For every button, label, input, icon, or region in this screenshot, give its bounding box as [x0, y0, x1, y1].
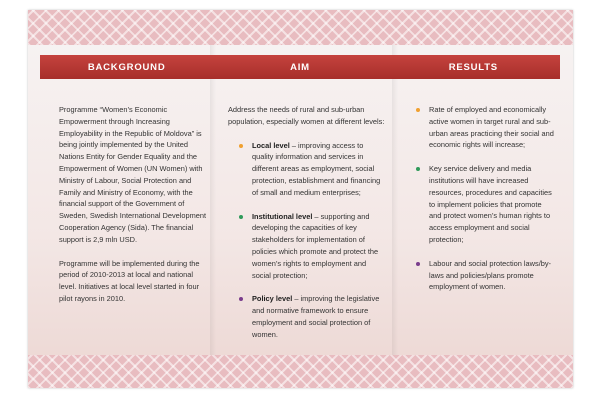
aim-item-lead: Local level [252, 140, 290, 150]
aim-column [228, 104, 386, 353]
result-item-text: Key service delivery and media institutions will have increased resources, procedures and capacities to implement policies that promote and protect women’s human rights to access employment and social protection; [429, 164, 552, 244]
panel-fold [392, 45, 398, 355]
result-item-text: Rate of employed and economically active women in target rural and sub-urban areas practicing their social and economic rights will increase; [429, 105, 554, 150]
background-paragraph: Programme “Women’s Economic Empowerment through Increasing Employability in the Republic of Moldova” is being jointly implemented by the United Nations Entity for Gender Equality and the Empowerment of Women (UN Women) with Ministry of Labour, Social Protection and Family and Ministry of Economy, with the financial support of the Government of Sweden, Swedish International Development Cooperation Agency (Sida). The financial support is 2,9 mln USD. [59, 105, 207, 244]
results-list [414, 104, 554, 293]
aim-item-lead: Institutional level [252, 211, 313, 221]
background-column [59, 104, 207, 317]
orange-bullet-icon [416, 108, 420, 112]
top-decorative-pattern [28, 10, 573, 45]
purple-bullet-icon [239, 297, 243, 301]
section-header-bar [40, 55, 560, 79]
result-item [414, 258, 554, 293]
results-column [414, 104, 554, 305]
brochure [28, 10, 573, 388]
panel-fold [210, 45, 216, 355]
result-item-text: Labour and social protection laws/by-laws and policies/plans promote employment of women. [429, 258, 552, 292]
result-item [414, 104, 554, 151]
aim-item-policy [237, 293, 386, 340]
purple-bullet-icon [416, 262, 420, 266]
background-heading: BACKGROUND [87, 61, 166, 73]
aim-item-institutional [237, 211, 386, 282]
aim-intro: Address the needs of rural and sub-urban population, especially women at different levels: [228, 105, 385, 126]
aim-item-text: – improving access to quality information and services in different areas as employment, social protection, establishment and financing of small and medium enterprises; [252, 140, 381, 197]
aim-heading: AIM [290, 61, 310, 73]
aim-item-text: – supporting and developing the capacities of key stakeholders for implementation of policies which promote and protect the women’s rights to employment and social protection; [252, 211, 379, 280]
aim-list [237, 140, 386, 341]
aim-item-local [237, 140, 386, 199]
results-heading: RESULTS [448, 61, 498, 73]
aim-item-lead: Policy level [252, 294, 293, 304]
green-bullet-icon [416, 167, 420, 171]
background-paragraph: Programme will be implemented during the period of 2010-2013 at local and national level. Initiatives at local level started in four pilot rayons in 2010. [59, 258, 200, 303]
result-item [414, 163, 554, 246]
aim-item-text: – improving the legislative and normative framework to ensure employment and social protection of women. [252, 294, 380, 339]
bottom-decorative-pattern [28, 355, 573, 388]
orange-bullet-icon [239, 144, 243, 148]
green-bullet-icon [239, 215, 243, 219]
